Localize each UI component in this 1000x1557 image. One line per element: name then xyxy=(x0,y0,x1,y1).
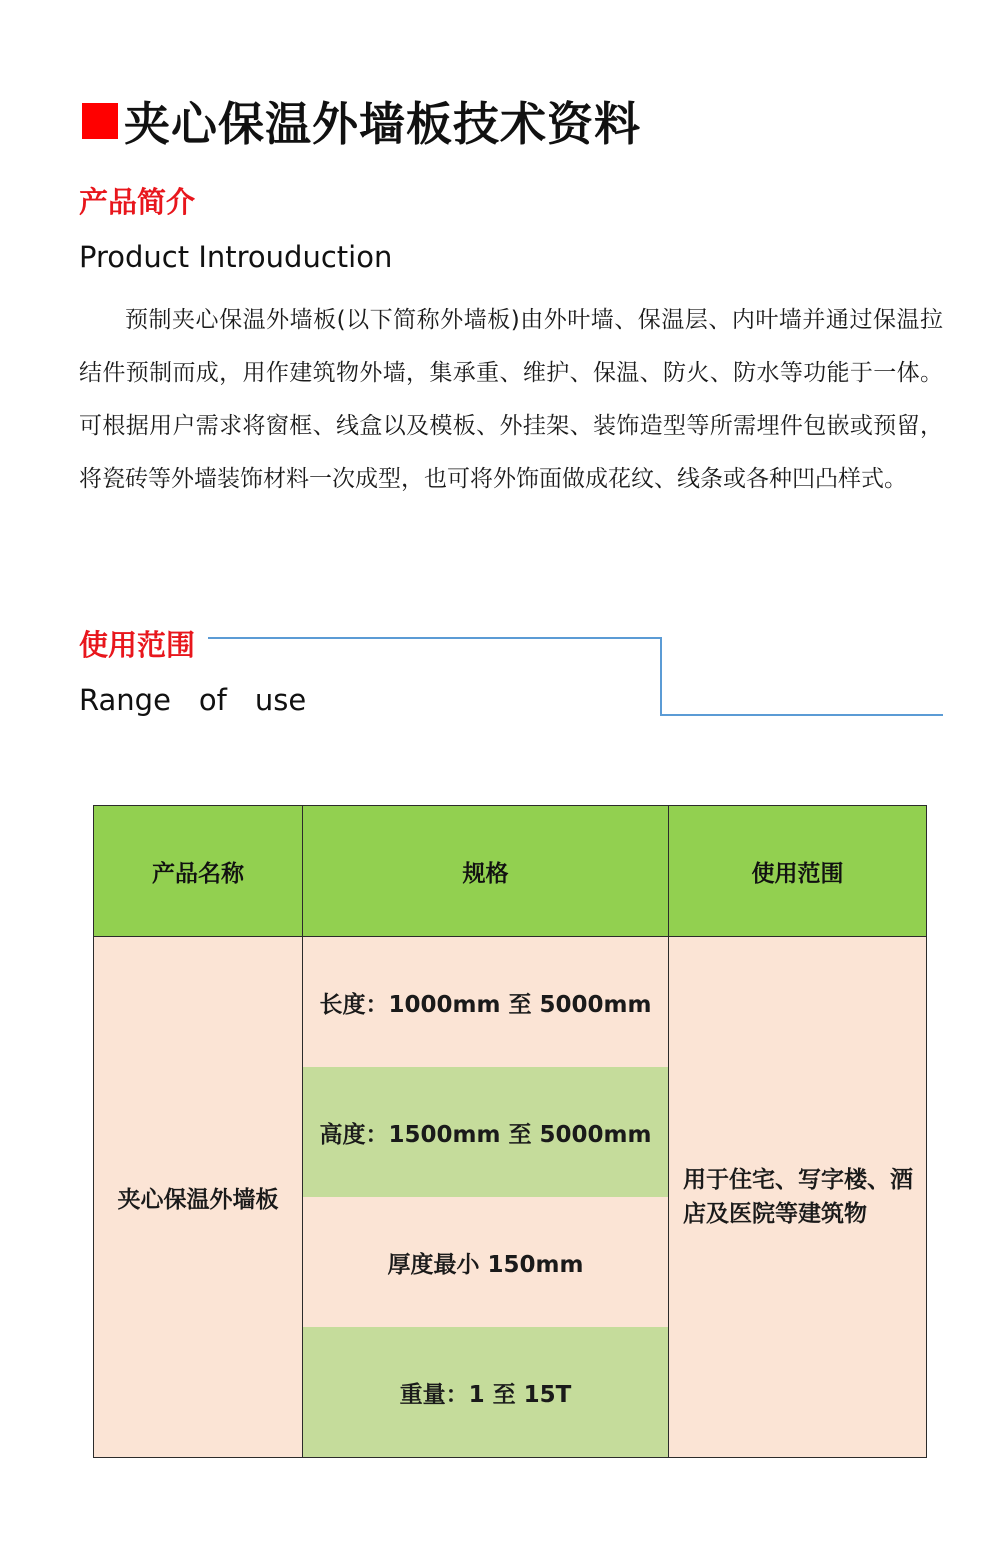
header-product-name: 产品名称 xyxy=(94,806,303,937)
header-usage: 使用范围 xyxy=(669,806,927,937)
decorative-line-vertical xyxy=(660,637,662,716)
intro-heading-en: Product Introuduction xyxy=(79,240,393,274)
usage-text: 用于住宅、写字楼、酒店及医院等建筑物 xyxy=(683,1167,913,1227)
decorative-line-top xyxy=(208,637,662,639)
usage-cell xyxy=(669,937,927,1458)
product-name-cell: 夹心保温外墙板 xyxy=(94,937,303,1458)
table-header-row xyxy=(94,806,927,937)
table-row xyxy=(94,937,927,1068)
spec-weight: 重量：1 至 15T xyxy=(303,1327,669,1458)
spec-height: 高度：1500mm 至 5000mm xyxy=(303,1067,669,1197)
range-word-3: use xyxy=(254,683,307,717)
spec-length: 长度：1000mm 至 5000mm xyxy=(303,937,669,1068)
decorative-line-bottom xyxy=(660,714,943,716)
intro-paragraph: 预制夹心保温外墙板(以下简称外墙板)由外叶墙、保温层、内叶墙并通过保温拉结件预制而成，用作建筑物外墙，集承重、维护、保温、防火、防水等功能于一体。可根据用户需求将窗框、线盒以及模板、外挂架、装饰造型等所需埋件包嵌或预留，将瓷砖等外墙装饰材料一次成型，也可将外饰面做成花纹、线条或各种凹凸样式。 xyxy=(79,307,943,492)
range-heading-en xyxy=(79,683,334,717)
range-word-1: Range xyxy=(79,683,171,717)
title-red-square xyxy=(82,103,118,139)
document-title xyxy=(82,88,641,154)
intro-heading-cn: 产品简介 xyxy=(79,185,196,219)
page-title: 夹心保温外墙板技术资料 xyxy=(124,97,641,151)
range-word-2: of xyxy=(198,683,227,717)
spec-thickness: 厚度最小 150mm xyxy=(303,1197,669,1327)
spec-table xyxy=(93,805,927,1458)
header-spec: 规格 xyxy=(303,806,669,937)
range-heading-cn: 使用范围 xyxy=(79,628,196,662)
